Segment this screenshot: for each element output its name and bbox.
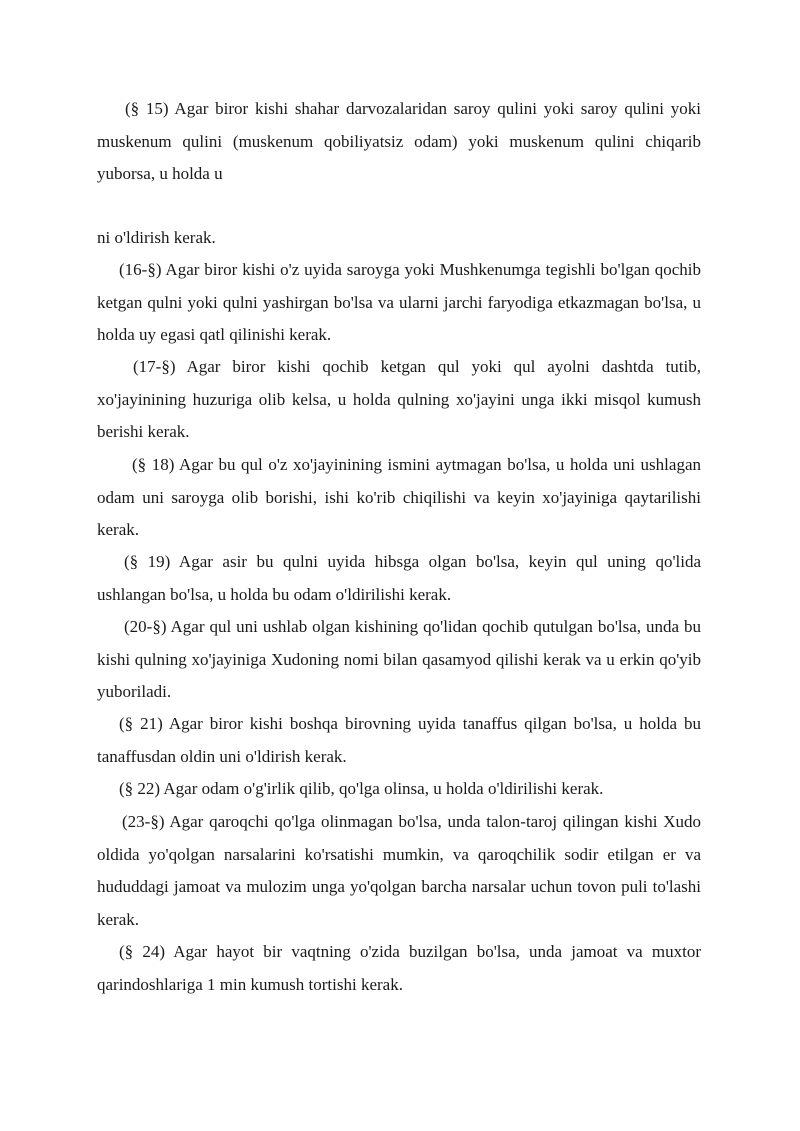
paragraph-15-continuation: ni o'ldirish kerak.: [97, 228, 216, 247]
paragraph-23: (23-§) Agar qaroqchi qo'lga olinmagan bo'lsa, unda talon-taroj qilingan kishi Xudo oldida yo'qolgan narsalarini ko'rsatishi mumkin, va qaroqchilik sodir etilgan er va hududdagi jamoat va mulozim unga yo'qolgan barcha narsalar uchun tovon puli to'lashi kerak.: [97, 812, 701, 929]
paragraph-18: (§ 18) Agar bu qul o'z xo'jayinining ismini aytmagan bo'lsa, u holda uni ushlagan odam uni saroyga olib borishi, ishi ko'rib chiqilishi va keyin xo'jayiniga qaytarilishi kerak.: [97, 455, 701, 539]
paragraph-21: (§ 21) Agar biror kishi boshqa birovning uyida tanaffus qilgan bo'lsa, u holda bu tanaffusdan oldin uni o'ldirish kerak.: [97, 714, 701, 766]
paragraph-19: (§ 19) Agar asir bu qulni uyida hibsga olgan bo'lsa, keyin qul uning qo'lida ushlangan bo'lsa, u holda bu odam o'ldirilishi kerak.: [97, 552, 701, 604]
paragraph-24: (§ 24) Agar hayot bir vaqtning o'zida buzilgan bo'lsa, unda jamoat va muxtor qarindoshlariga 1 min kumush tortishi kerak.: [97, 942, 701, 994]
paragraph-17: (17-§) Agar biror kishi qochib ketgan qul yoki qul ayolni dashtda tutib, xo'jayinining huzuriga olib kelsa, u holda qulning xo'jayini unga ikki misqol kumush berishi kerak.: [97, 357, 701, 441]
paragraph-20: (20-§) Agar qul uni ushlab olgan kishining qo'lidan qochib qutulgan bo'lsa, unda bu kishi qulning xo'jayiniga Xudoning nomi bilan qasamyod qilishi kerak va u erkin qo'yib yuboriladi.: [97, 617, 701, 701]
paragraph-16: (16-§) Agar biror kishi o'z uyida saroyga yoki Mushkenumga tegishli bo'lgan qochib ketgan qulni yoki qulni yashirgan bo'lsa va ularni jarchi faryodiga etkazmagan bo'lsa, u holda uy egasi qatl qilinishi kerak.: [97, 260, 701, 344]
paragraph-15: (§ 15) Agar biror kishi shahar darvozalaridan saroy qulini yoki saroy qulini yoki muskenum qulini (muskenum qobiliyatsiz odam) yoki muskenum qulini chiqarib yuborsa, u holda u: [97, 99, 701, 183]
paragraph-22: (§ 22) Agar odam o'g'irlik qilib, qo'lga olinsa, u holda o'ldirilishi kerak.: [119, 779, 604, 798]
